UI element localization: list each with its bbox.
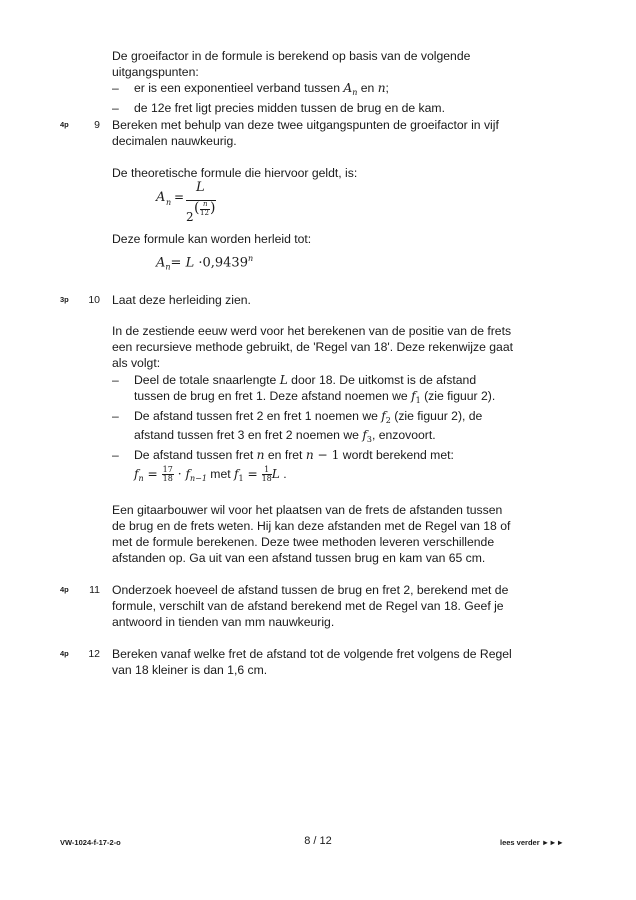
bullet-dash: –: [112, 101, 119, 115]
builder-line-1: Een gitaarbouwer wil voor het plaatsen van de frets de afstanden tussen: [112, 503, 503, 517]
theory-line-1: De theoretische formule die hiervoor geldt, is:: [112, 166, 358, 180]
formula-An-fraction: A n = L 2 ( ) n 12: [156, 180, 216, 224]
recursive-line-1: In de zestiende eeuw werd voor het berekenen van de positie van de frets: [112, 324, 512, 338]
bullet-dash: –: [112, 81, 119, 95]
formula-An-exponential: $A_n= L \cdot 0,9439^n$: [156, 254, 254, 272]
q12-line-2: van 18 kleiner is dan 1,6 cm.: [112, 663, 268, 677]
intro-line-2: uitgangspunten:: [112, 65, 199, 79]
builder-line-2: de brug en de frets weten. Hij kan deze afstanden met de Regel van 18 of: [112, 519, 511, 533]
recursive-bullet-3-line-1: De afstand tussen fret n en fret n − 1 wordt berekend met:: [134, 448, 454, 462]
q12-line-1: Bereken vanaf welke fret de afstand tot de volgende fret volgens de Regel: [112, 647, 512, 661]
recursive-line-3: als volgt:: [112, 356, 161, 370]
intro-bullet-2: de 12e fret ligt precies midden tussen de brug en de kam.: [134, 101, 445, 115]
math-n: n: [377, 81, 386, 95]
q9-points: 4p: [60, 120, 69, 129]
recursive-bullet-1-line-2: tussen de brug en fret 1. Deze afstand noemen we $f_1$ (zie figuur 2).: [134, 389, 496, 405]
footer-exam-code: VW-1024-f-17-2-o: [60, 838, 121, 847]
bullet-dash: –: [112, 409, 119, 423]
intro-bullet-1: er is een exponentieel verband tussen $A_n$ en n;: [134, 81, 389, 97]
q11-points: 4p: [60, 585, 69, 594]
recursive-bullet-2-line-2: afstand tussen fret 3 en fret 2 noemen we $f_3$, enzovoort.: [134, 428, 436, 444]
q10-number: 10: [88, 294, 100, 306]
q11-number: 11: [89, 584, 100, 596]
intro-line-1: De groeifactor in de formule is berekend op basis van de volgende: [112, 49, 471, 63]
recursive-bullet-3-formula: $f_n$ = $\frac{17}{18}$ · $f_{n-1}$ met $f_1$ = $\frac{1}{18}$ L .: [134, 465, 287, 484]
fraction-1-18: $\frac{1}{18}$: [261, 465, 272, 484]
q12-points: 4p: [60, 649, 69, 658]
q11-line-3: antwoord in tienden van mm nauwkeurig.: [112, 615, 335, 629]
bullet-dash: –: [112, 373, 119, 387]
footer-next-page: lees verder ►►►: [500, 838, 564, 847]
recursive-bullet-2-line-1: De afstand tussen fret 2 en fret 1 noemen we $f_2$ (zie figuur 2), de: [134, 409, 483, 425]
q11-line-1: Onderzoek hoeveel de afstand tussen de brug en fret 2, berekend met de: [112, 583, 509, 597]
recursive-bullet-1-line-1: Deel de totale snaarlengte L door 18. De uitkomst is de afstand: [134, 373, 477, 387]
q12-number: 12: [88, 648, 100, 660]
q10-points: 3p: [60, 295, 69, 304]
builder-line-3: met de formule berekenen. Deze twee methoden leveren verschillende: [112, 535, 495, 549]
q11-line-2: formule, verschilt van de afstand berekend met de Regel van 18. Geef je: [112, 599, 504, 613]
builder-line-4: afstanden op. Ga uit van een afstand tussen brug en kam van 65 cm.: [112, 551, 486, 565]
theory-line-2: Deze formule kan worden herleid tot:: [112, 232, 312, 246]
math-A: A: [343, 81, 353, 95]
q9-number: 9: [94, 119, 100, 131]
footer-page-number: 8 / 12: [304, 835, 332, 847]
fraction-17-18: $\frac{17}{18}$: [162, 465, 173, 484]
recursive-line-2: een recursieve methode gebruikt, de 'Regel van 18'. Deze rekenwijze gaat: [112, 340, 513, 354]
q9-line-1: Bereken met behulp van deze twee uitgangspunten de groeifactor in vijf: [112, 118, 499, 132]
q9-line-2: decimalen nauwkeurig.: [112, 134, 237, 148]
q10-text: Laat deze herleiding zien.: [112, 293, 251, 307]
bullet-dash: –: [112, 448, 119, 462]
